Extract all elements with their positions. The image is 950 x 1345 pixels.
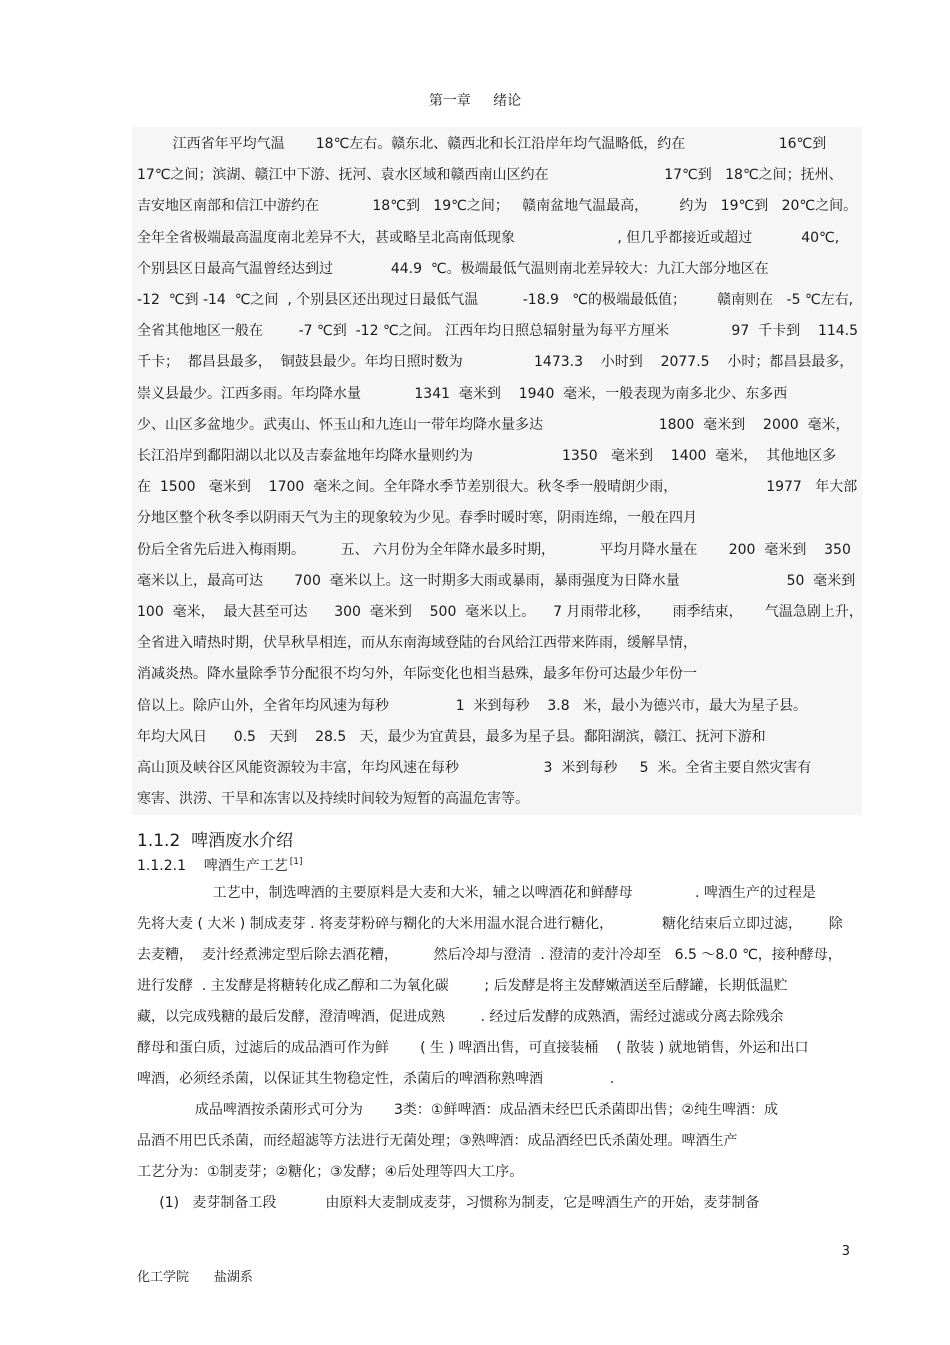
text-line: 藏，以完成残糖的最后发酵，澄清啤酒，促进成熟 . 经过后发酵的成熟酒，需经过滤或分离去除残余 [137, 1009, 784, 1025]
text-line: 倍以上。除庐山外，全省年均风速为每秒 1 米到每秒 3.8 米，最小为德兴市，最大为星子县。 [137, 697, 807, 714]
text-line: 江西省年平均气温 18℃左右。赣东北、赣西北和长江沿岸年均气温略低，约在 16℃到 [137, 136, 827, 152]
chapter-label: 第一章 [428, 93, 471, 109]
text-line: 在 1500 毫米到 1700 毫米之间。全年降水季节差别很大。秋冬季一般晴朗少雨， 1977 年大部 [137, 479, 858, 496]
text-line: 工艺中，制选啤酒的主要原料是大麦和大米，辅之以啤酒花和鲜酵母 . 啤酒生产的过程是 [137, 885, 816, 901]
subsection-title: 啤酒生产工艺 [203, 858, 288, 874]
text-line: 17℃之间；滨湖、赣江中下游、抚河、袁水区域和赣西南山区约在 17℃到 18℃之间；抚州、 [137, 167, 843, 184]
text-line: 高山顶及峡谷区风能资源较为丰富，年均风速在每秒 3 米到每秒 5 米。全省主要自然灾害有 [137, 760, 812, 776]
section-heading [137, 826, 293, 851]
text-line: 100 毫米， 最大甚至可达 300 毫米到 500 毫米以上。 7 月雨带北移， 雨季结束， 气温急剧上升， [137, 604, 863, 620]
text-line: 进行发酵 . 主发酵是将糖转化成乙醇和二为氧化碳 ; 后发酵是将主发酵嫩酒送至后酵罐，长期低温贮 [137, 978, 788, 994]
subsection-number: 1.1.2.1 [137, 858, 186, 874]
text-line: 先将大麦 ( 大米 ) 制成麦芽 . 将麦芽粉碎与糊化的大米用温水混合进行糖化， 糖化结束后立即过滤， 除 [137, 916, 843, 932]
text-line: 全年全省极端最高温度南北差异不大，甚或略呈北高南低现象 , 但几乎都接近或超过 40℃, [137, 229, 840, 246]
text-line: 消减炎热。降水量除季节分配很不均匀外，年际变化也相当悬殊，最多年份可达最少年份一 [137, 666, 697, 683]
text-line: 寒害、洪涝、干旱和冻害以及持续时间较为短暂的高温危害等。 [137, 791, 529, 808]
reference-mark: [1] [289, 857, 303, 867]
text-line: 工艺分为：①制麦芽；②糖化；③发酵；④后处理等四大工序。 [137, 1164, 524, 1180]
text-line: 毫米以上，最高可达 700 毫米以上。这一时期多大雨或暴雨，暴雨强度为日降水量 50 毫米到 [137, 572, 856, 589]
text-line: 个别县区日最高气温曾经达到过 44.9 ℃。极端最低气温则南北差异较大：九江大部分地区在 [137, 260, 769, 277]
text-line: 年均大风日 0.5 天到 28.5 天，最少为宜黄县，最多为星子县。鄱阳湖滨，赣江、抚河下游和 [137, 728, 766, 745]
text-line: (1) 麦芽制备工段 由原料大麦制成麦芽，习惯称为制麦，它是啤酒生产的开始，麦芽制备 [137, 1195, 760, 1211]
section-number: 1.1.2 [137, 831, 181, 851]
text-line: 长江沿岸到鄱阳湖以北以及吉泰盆地年均降水量则约为 1350 毫米到 1400 毫米， 其他地区多 [137, 448, 837, 464]
text-line: 份后全省先后进入梅雨期。 五、 六月份为全年降水最多时期， 平均月降水量在 200 毫米到 350 [137, 541, 851, 558]
text-line: -12 ℃到 -14 ℃之间 , 个别县区还出现过日最低气温 -18.9 ℃的极端最低值； 赣南则在 -5 ℃左右, [137, 292, 854, 308]
footer-school: 化工学院 [137, 1270, 190, 1285]
page-footer [137, 1266, 253, 1285]
text-line: 崇义县最少。江西多雨。年均降水量 1341 毫米到 1940 毫米，一般表现为南多北少、东多西 [137, 385, 788, 402]
text-line: 酵母和蛋白质，过滤后的成品酒可作为鲜 ( 生 ) 啤酒出售，可直接装桶 ( 散装 ) 就地销售，外运和出口 [137, 1040, 809, 1056]
text-line: 少、山区多盆地少。武夷山、怀玉山和九连山一带年均降水量多达 1800 毫米到 2000 毫米， [137, 416, 850, 433]
text-line: 全省进入晴热时期，伏旱秋旱相连，而从东南海域登陆的台风给江西带来阵雨，缓解旱情， [137, 635, 697, 652]
text-line: 全省其他地区一般在 -7 ℃到 -12 ℃之间。 江西年均日照总辐射量为每平方厘米 97 千卡到 114.5 [137, 323, 859, 340]
text-line: 千卡； 都昌县最多， 铜鼓县最少。年均日照时数为 1473.3 小时到 2077.5 小时；都昌县最多， [137, 354, 854, 371]
footer-dept: 盐湖系 [213, 1270, 253, 1285]
page-number: 3 [841, 1244, 850, 1259]
text-line: 成品啤酒按杀菌形式可分为 3类：①鲜啤酒：成品酒未经巴氏杀菌即出售；②纯生啤酒：成 [137, 1102, 779, 1118]
text-line: 分地区整个秋冬季以阴雨天气为主的现象较为少见。春季时暖时寒，阴雨连绵，一般在四月 [137, 510, 697, 527]
text-line: 去麦糟， 麦汁经煮沸定型后除去酒花糟， 然后冷却与澄清 . 澄清的麦汁冷却至 6.5 ～8.0 ℃，接种酵母， [137, 947, 842, 963]
section-title: 啤酒废水介绍 [191, 831, 294, 851]
page-header [0, 90, 950, 110]
subsection-heading [137, 855, 303, 875]
text-line: 啤酒，必须经杀菌，以保证其生物稳定性，杀菌后的啤酒称熟啤酒 . [137, 1071, 615, 1087]
text-line: 品酒不用巴氏杀菌，而经超滤等方法进行无菌处理；③熟啤酒：成品酒经巴氏杀菌处理。啤酒生产 [137, 1133, 738, 1149]
chapter-title: 绪论 [493, 93, 522, 109]
text-line: 吉安地区南部和信江中游约在 18℃到 19℃之间； 赣南盆地气温最高， 约为 19℃到 20℃之间。 [137, 198, 858, 215]
